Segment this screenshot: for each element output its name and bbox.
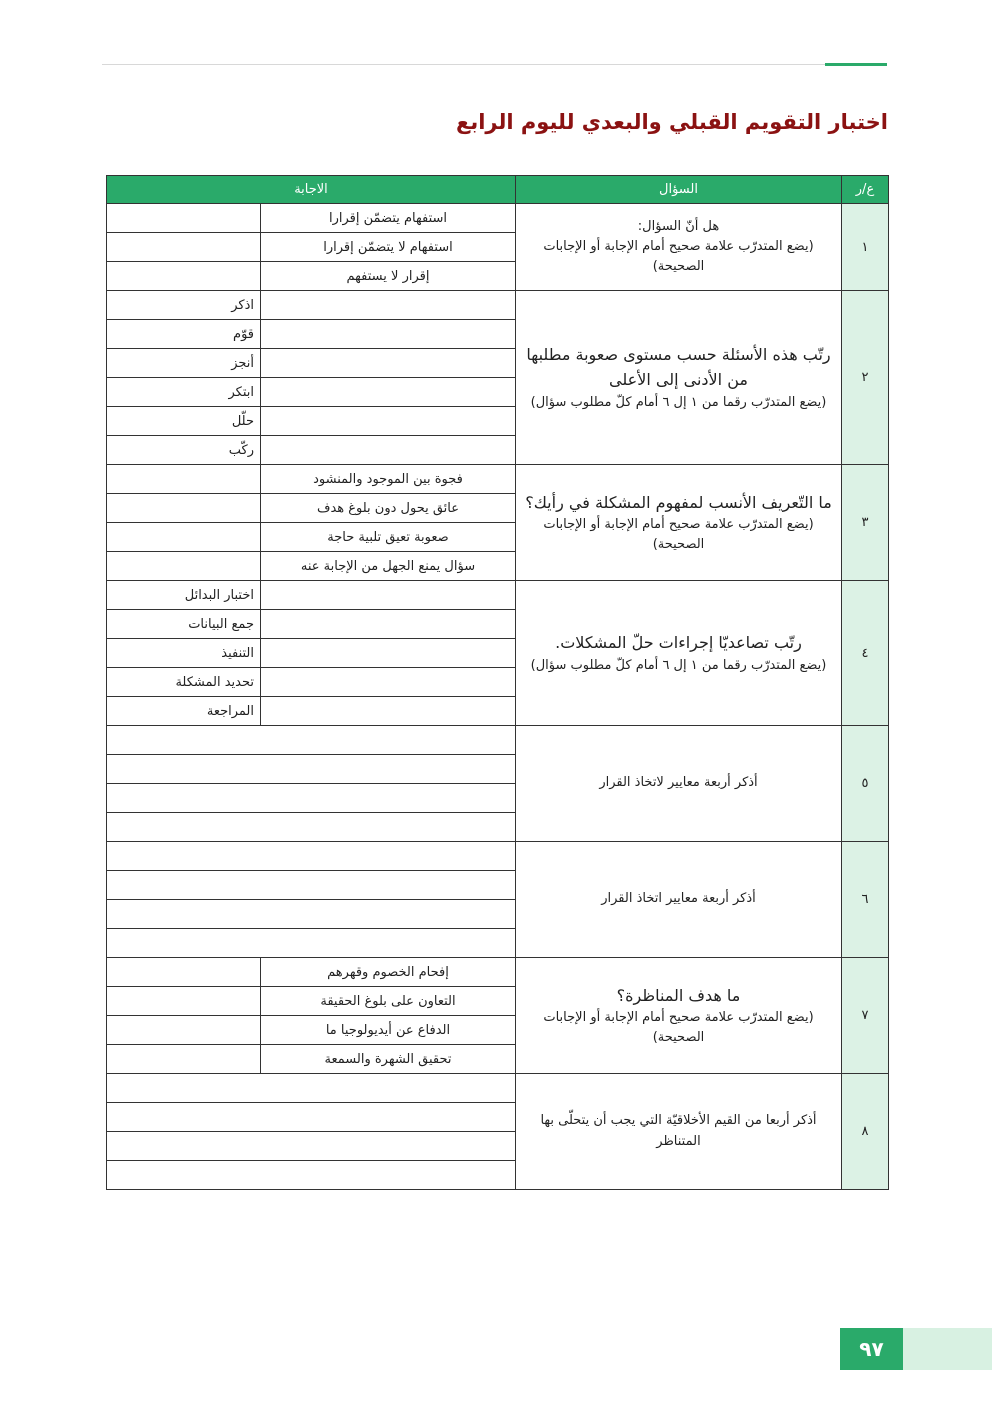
question-text bbox=[516, 1074, 842, 1190]
answer-blank[interactable] bbox=[107, 465, 261, 494]
header-question: السؤال bbox=[516, 176, 842, 204]
table-row bbox=[107, 1074, 889, 1103]
answer-option: سؤال يمنع الجهل من الإجابة عنه bbox=[261, 552, 516, 581]
answer-blank[interactable] bbox=[107, 1045, 261, 1074]
table-header-row bbox=[107, 176, 889, 204]
question-prompt: ما هدف المناظرة؟ bbox=[616, 985, 741, 1005]
answer-option: إقرار لا يستفهم bbox=[261, 262, 516, 291]
table-row bbox=[107, 726, 889, 755]
question-prompt: رتّب تصاعديّا إجراءات حلّ المشكلات. bbox=[555, 633, 802, 653]
header-number: ع/ر bbox=[842, 176, 889, 204]
question-text bbox=[516, 958, 842, 1074]
answer-option: حلّل bbox=[107, 407, 261, 436]
question-number: ٨ bbox=[842, 1074, 889, 1190]
answer-option: صعوبة تعيق تلبية حاجة bbox=[261, 523, 516, 552]
answer-option: أنجز bbox=[107, 349, 261, 378]
answer-blank[interactable] bbox=[261, 581, 516, 610]
question-number: ٢ bbox=[842, 291, 889, 465]
answer-line[interactable] bbox=[107, 1074, 516, 1103]
answer-option: تحديد المشكلة bbox=[107, 668, 261, 697]
answer-line[interactable] bbox=[107, 1103, 516, 1132]
question-prompt: أذكر أربعة معايير اتخاذ القرار bbox=[601, 891, 756, 907]
answer-blank[interactable] bbox=[261, 349, 516, 378]
answer-option: فجوة بين الموجود والمنشود bbox=[261, 465, 516, 494]
question-instruction: (يضع المتدرّب علامة صحيح أمام الإجابة أو الإجابات الصحيحة) bbox=[543, 238, 814, 275]
table-row bbox=[107, 958, 889, 987]
question-instruction: (يضع المتدرّب رقما من ١ إل ٦ أمام كلّ مطلوب سؤال) bbox=[530, 395, 827, 411]
answer-blank[interactable] bbox=[261, 320, 516, 349]
answer-blank[interactable] bbox=[107, 262, 261, 291]
quiz-table bbox=[106, 175, 889, 1190]
question-prompt: رتّب هذه الأسئلة حسب مستوى صعوبة مطلبها من الأدنى إلى الأعلى bbox=[526, 344, 831, 390]
answer-option: التنفيذ bbox=[107, 639, 261, 668]
top-rule bbox=[102, 64, 887, 65]
answer-blank[interactable] bbox=[261, 610, 516, 639]
answer-option: التعاون على بلوغ الحقيقة bbox=[261, 987, 516, 1016]
question-prompt: أذكر أربعا من القيم الأخلاقيّة التي يجب أن يتحلّى بها المتناظر bbox=[540, 1113, 817, 1149]
answer-blank[interactable] bbox=[107, 1016, 261, 1045]
answer-line[interactable] bbox=[107, 1132, 516, 1161]
question-text bbox=[516, 726, 842, 842]
answer-option: جمع البيانات bbox=[107, 610, 261, 639]
table-row bbox=[107, 465, 889, 494]
answer-line[interactable] bbox=[107, 871, 516, 900]
answer-blank[interactable] bbox=[261, 639, 516, 668]
question-number: ٤ bbox=[842, 581, 889, 726]
answer-line[interactable] bbox=[107, 1161, 516, 1190]
answer-blank[interactable] bbox=[107, 958, 261, 987]
answer-line[interactable] bbox=[107, 813, 516, 842]
answer-line[interactable] bbox=[107, 842, 516, 871]
answer-option: ركّب bbox=[107, 436, 261, 465]
question-text bbox=[516, 291, 842, 465]
answer-line[interactable] bbox=[107, 726, 516, 755]
answer-line[interactable] bbox=[107, 929, 516, 958]
question-number: ٥ bbox=[842, 726, 889, 842]
question-number: ١ bbox=[842, 204, 889, 291]
table-row bbox=[107, 842, 889, 871]
page-number: ٩٧ bbox=[840, 1328, 903, 1370]
question-instruction: (يضع المتدرّب رقما من ١ إل ٦ أمام كلّ مطلوب سؤال) bbox=[530, 657, 827, 673]
table-row bbox=[107, 581, 889, 610]
answer-blank[interactable] bbox=[261, 697, 516, 726]
answer-blank[interactable] bbox=[261, 668, 516, 697]
answer-option: اذكر bbox=[107, 291, 261, 320]
answer-blank[interactable] bbox=[107, 987, 261, 1016]
answer-option: اختبار البدائل bbox=[107, 581, 261, 610]
answer-option: تحقيق الشهرة والسمعة bbox=[261, 1045, 516, 1074]
answer-option: المراجعة bbox=[107, 697, 261, 726]
question-text bbox=[516, 204, 842, 291]
table-row bbox=[107, 291, 889, 320]
answer-line[interactable] bbox=[107, 900, 516, 929]
answer-blank[interactable] bbox=[107, 204, 261, 233]
answer-blank[interactable] bbox=[107, 552, 261, 581]
question-prompt: أذكر أربعة معايير لاتخاذ القرار bbox=[599, 775, 758, 791]
question-prompt: هل أنّ السؤال: bbox=[637, 218, 720, 234]
header-answer: الاجابة bbox=[107, 176, 516, 204]
answer-blank[interactable] bbox=[107, 494, 261, 523]
question-text bbox=[516, 842, 842, 958]
table-row bbox=[107, 204, 889, 233]
page-number-band bbox=[903, 1328, 992, 1370]
question-text bbox=[516, 465, 842, 581]
question-number: ٧ bbox=[842, 958, 889, 1074]
question-text bbox=[516, 581, 842, 726]
question-prompt: ما التّعريف الأنسب لمفهوم المشكلة في رأيك؟ bbox=[525, 492, 832, 512]
answer-line[interactable] bbox=[107, 784, 516, 813]
answer-blank[interactable] bbox=[261, 436, 516, 465]
answer-line[interactable] bbox=[107, 755, 516, 784]
question-instruction: (يضع المتدرّب علامة صحيح أمام الإجابة أو الإجابات الصحيحة) bbox=[543, 517, 814, 553]
question-number: ٦ bbox=[842, 842, 889, 958]
answer-blank[interactable] bbox=[107, 233, 261, 262]
page-title: اختبار التقويم القبلي والبعدي لليوم الرابع bbox=[456, 110, 888, 134]
answer-option: عائق يحول دون بلوغ هدف bbox=[261, 494, 516, 523]
top-accent-bar bbox=[825, 63, 887, 66]
answer-blank[interactable] bbox=[107, 523, 261, 552]
answer-option: الدفاع عن أيديولوجيا ما bbox=[261, 1016, 516, 1045]
answer-option: قوّم bbox=[107, 320, 261, 349]
answer-option: ابتكر bbox=[107, 378, 261, 407]
question-instruction: (يضع المتدرّب علامة صحيح أمام الإجابة أو الإجابات الصحيحة) bbox=[543, 1010, 814, 1046]
answer-blank[interactable] bbox=[261, 378, 516, 407]
answer-option: إفحام الخصوم وقهرهم bbox=[261, 958, 516, 987]
answer-option: استفهام يتضمّن إقرارا bbox=[261, 204, 516, 233]
answer-option: استفهام لا يتضمّن إقرارا bbox=[261, 233, 516, 262]
answer-blank[interactable] bbox=[261, 291, 516, 320]
question-number: ٣ bbox=[842, 465, 889, 581]
answer-blank[interactable] bbox=[261, 407, 516, 436]
